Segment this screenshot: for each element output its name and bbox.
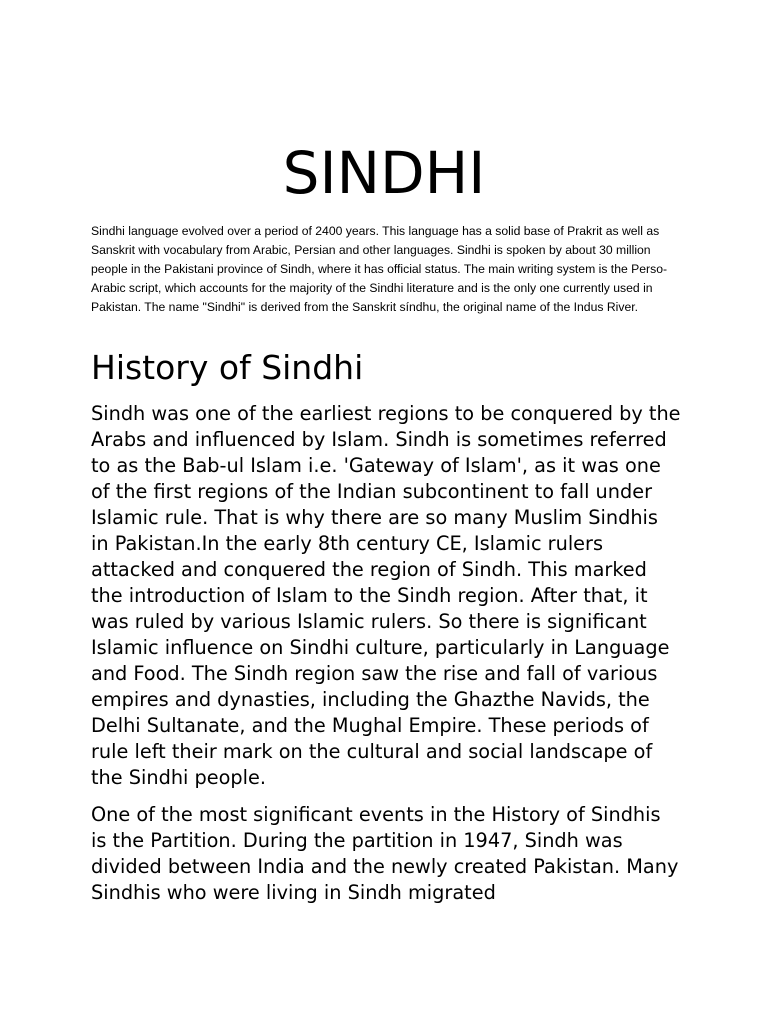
body-paragraph: One of the most significant events in the History of Sindhis is the Partition. During the partition in 1947, Sindh was divided between India and the newly created Pakistan. Many Sindhis who were living in Sindh migrated [91, 803, 679, 904]
intro-paragraph: Sindhi language evolved over a period of 2400 years. This language has a solid base of Prakrit as well as Sanskrit with vocabulary from Arabic, Persian and other languages. Sindhi is spoken by about 30 million people in the Pakistani province of Sindh, where it has official status. The main writing system is the Perso-Arabic script, which accounts for the majority of the Sindhi literature and is the only one currently used in Pakistan. The name "Sindhi" is derived from the Sanskrit síndhu, the original name of the Indus River. [91, 224, 668, 314]
body-paragraph: Sindh was one of the earliest regions to be conquered by the Arabs and influenced by Islam. Sindh is sometimes referred to as the Bab-ul Islam i.e. 'Gateway of Islam', as it was one of the first regions of the Indian subcontinent to fall under Islamic rule. That is why there are so many Muslim Sindhis in Pakistan.In the early 8th century CE, Islamic rulers attacked and conquered the region of Sindh. This marked the introduction of Islam to the Sindh region. After that, it was ruled by various Islamic rulers. So there is significant Islamic influence on Sindhi culture, particularly in Language and Food. The Sindh region saw the rise and fall of various empires and dynasties, including the Ghazthe Navids, the Delhi Sultanate, and the Mughal Empire. These periods of rule left their mark on the cultural and social landscape of the Sindhi people. [91, 402, 681, 789]
document-title: SINDHI [282, 139, 486, 207]
section-heading-history: History of Sindhi [91, 348, 364, 387]
